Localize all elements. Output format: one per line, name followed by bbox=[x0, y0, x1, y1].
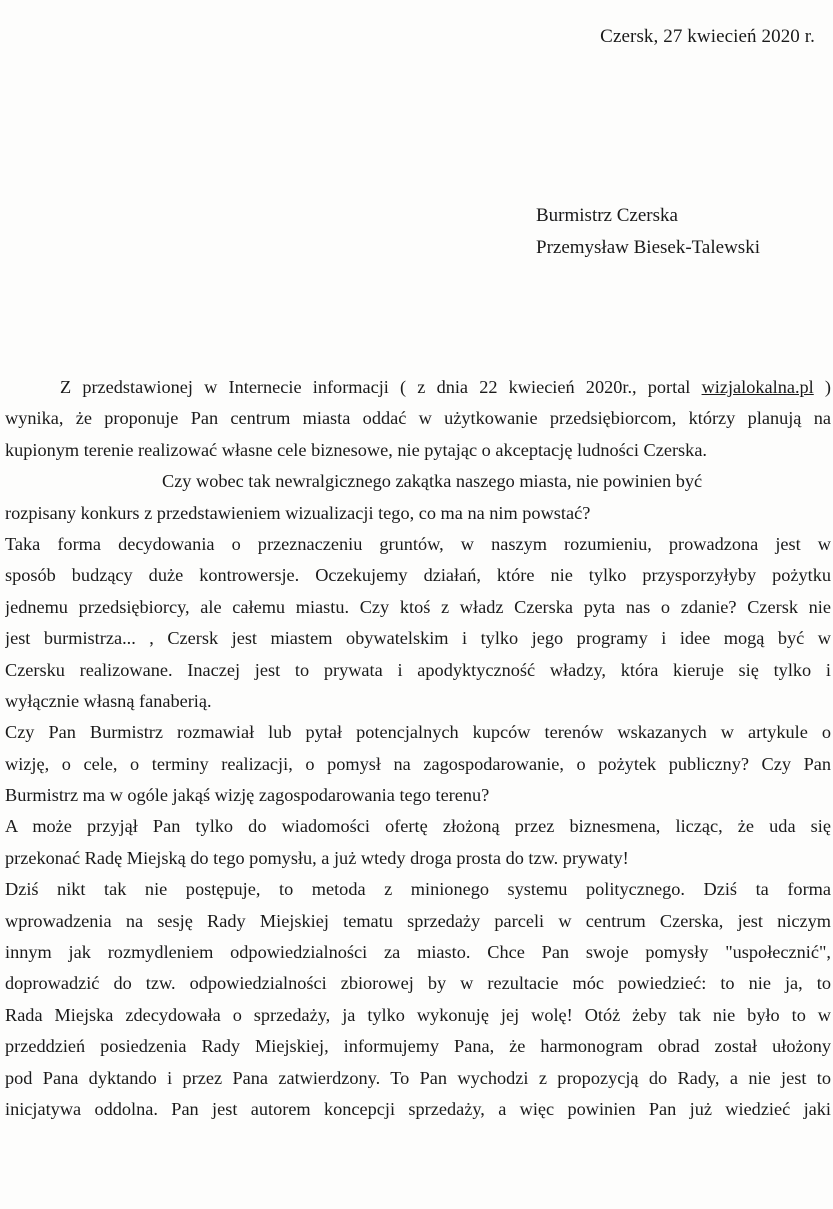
body-line: A może przyjął Pan tylko do wiadomości ofertę złożoną przez biznesmena, licząc, że uda się bbox=[5, 816, 831, 837]
body-line: wizję, o cele, o terminy realizacji, o pomysł na zagospodarowanie, o pożytek publiczny? Czy Pan bbox=[5, 753, 831, 774]
recipient-name: Przemysław Biesek-Talewski bbox=[536, 237, 760, 258]
body-line: inicjatywa oddolna. Pan jest autorem koncepcji sprzedaży, a więc powinien Pan już wiedzieć jaki bbox=[5, 1098, 831, 1119]
body-line: wynika, że proponuje Pan centrum miasta oddać w użytkowanie przedsiębiorcom, którzy planują na bbox=[5, 408, 831, 429]
body-line: Taka forma decydowania o przeznaczeniu gruntów, w naszym rozumieniu, prowadzona jest w bbox=[5, 533, 831, 554]
body-line: Czy Pan Burmistrz rozmawiał lub pytał potencjalnych kupców terenów wskazanych w artykule o bbox=[5, 722, 831, 743]
body-text: ) bbox=[813, 377, 831, 397]
body-line: jest burmistrza... , Czersk jest miastem obywatelskim i tylko jego programy i idee mogą być w bbox=[5, 628, 831, 649]
body-line: przeddzień posiedzenia Rady Miejskiej, informujemy Pana, że harmonogram obrad został ułożony bbox=[5, 1036, 831, 1057]
body-text: Z przedstawionej w Internecie informacji ( z dnia 22 kwiecień 2020r., portal bbox=[60, 377, 702, 397]
body-line: Burmistrz ma w ogóle jakąś wizję zagospodarowania tego terenu? bbox=[5, 785, 490, 806]
body-line: przekonać Radę Miejską do tego pomysłu, a już wtedy droga prosta do tzw. prywaty! bbox=[5, 847, 629, 868]
body-line: kupionym terenie realizować własne cele biznesowe, nie pytając o akceptację ludności Czerska. bbox=[5, 439, 707, 460]
body-line: Czy wobec tak newralgicznego zakątka naszego miasta, nie powinien być bbox=[162, 471, 703, 492]
body-line: sposób budzący duże kontrowersje. Oczekujemy działań, które nie tylko przysporzyłyby pożytku bbox=[5, 565, 831, 586]
recipient-block bbox=[536, 200, 760, 264]
body-line: doprowadzić do tzw. odpowiedzialności zbiorowej by w rezultacie móc powiedzieć: to nie ja, to bbox=[5, 973, 831, 994]
body-line: Rada Miejska zdecydowała o sprzedaży, ja tylko wykonuję jej wolę! Otóż żeby tak nie było to w bbox=[5, 1004, 831, 1025]
body-line: wyłącznie własną fanaberią. bbox=[5, 690, 212, 711]
body-line: jednemu przedsiębiorcy, ale całemu miastu. Czy ktoś z władz Czerska pyta nas o zdanie? Czersk nie bbox=[5, 596, 831, 617]
dateline: Czersk, 27 kwiecień 2020 r. bbox=[600, 26, 815, 47]
letter-body bbox=[5, 372, 831, 1125]
body-line: rozpisany konkurs z przedstawieniem wizualizacji tego, co ma na nim powstać? bbox=[5, 502, 591, 523]
body-line: wprowadzenia na sesję Rady Miejskiej tematu sprzedaży parceli w centrum Czerska, jest niczym bbox=[5, 910, 831, 931]
body-line: innym jak rozmydleniem odpowiedzialności za miasto. Chce Pan swoje pomysły "uspołecznić", bbox=[5, 942, 831, 963]
body-line: Dziś nikt tak nie postępuje, to metoda z minionego systemu politycznego. Dziś ta forma bbox=[5, 879, 831, 900]
body-line: pod Pana dyktando i przez Pana zatwierdzony. To Pan wychodzi z propozycją do Rady, a nie jest to bbox=[5, 1067, 831, 1088]
portal-link: wizjalokalna.pl bbox=[701, 377, 814, 397]
recipient-title: Burmistrz Czerska bbox=[536, 205, 678, 226]
body-line: Czersku realizowane. Inaczej jest to prywata i apodyktyczność władzy, która kieruje się tylko i bbox=[5, 659, 831, 680]
body-line-1 bbox=[5, 372, 831, 403]
